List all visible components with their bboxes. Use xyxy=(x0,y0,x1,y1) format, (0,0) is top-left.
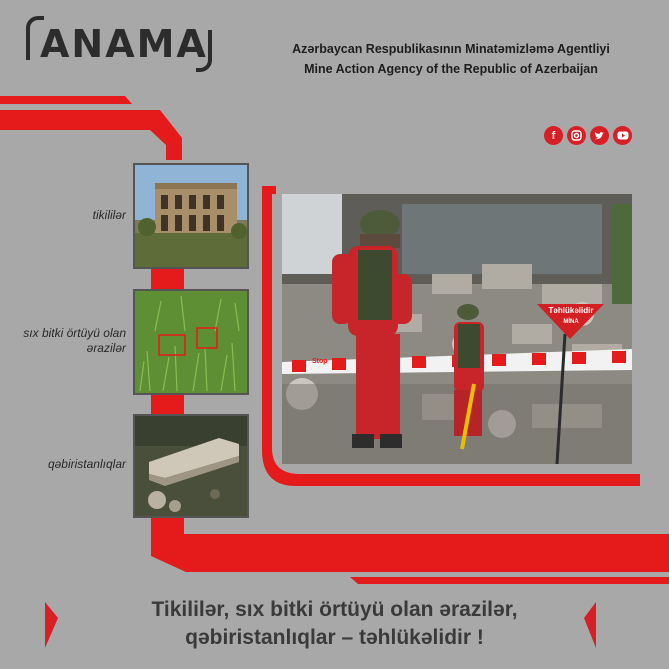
headline xyxy=(60,596,609,652)
facebook-icon[interactable]: f xyxy=(544,126,563,145)
warning-sign-label: Təhlükəlidir xyxy=(548,306,594,315)
dense-grass-photo xyxy=(133,289,249,395)
deminers-in-rubble-photo xyxy=(282,194,632,464)
headline-line-2: qəbiristanlıqlar – təhlükəlidir ! xyxy=(185,626,484,649)
tape-label: Stop xyxy=(312,358,328,365)
caption-cemeteries: qəbiristanlıqlar xyxy=(47,457,126,471)
agency-name-az: Azərbaycan Respublikasının Minatəmizləmə Agentliyi xyxy=(292,42,610,56)
caption-buildings: tikililər xyxy=(92,208,126,222)
ruined-building-photo xyxy=(133,163,249,269)
warning-sign-sub: MİNA xyxy=(563,319,579,325)
cemetery-photo xyxy=(133,414,249,518)
headline-line-1: Tikililər, sıx bitki örtüyü olan ərazilər, xyxy=(151,598,518,621)
agency-name-en: Mine Action Agency of the Republic of Azerbaijan xyxy=(304,62,598,76)
caption-dense-vegetation: sıx bitki örtüyü olan ərazilər xyxy=(23,326,126,355)
logo: ANAMA xyxy=(40,22,208,66)
